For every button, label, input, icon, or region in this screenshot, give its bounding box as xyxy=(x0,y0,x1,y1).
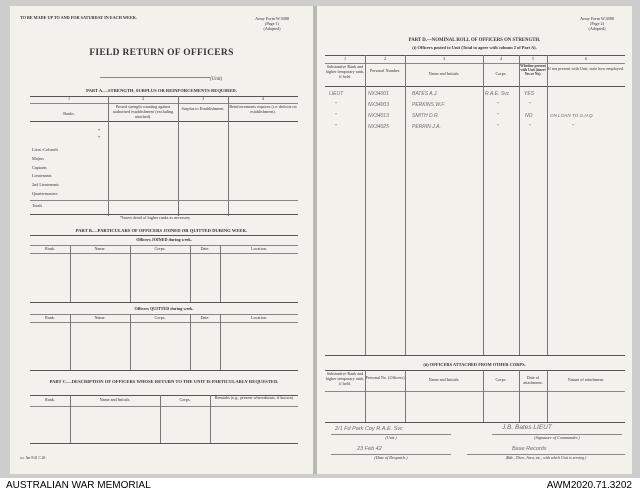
rank-label: Lieutenants xyxy=(32,173,52,178)
row-number: NX34025 xyxy=(368,124,389,130)
form-adapted: (Adapted) xyxy=(588,26,606,31)
joined-col-header: Rank. xyxy=(45,246,55,251)
form-page: (Page 1) xyxy=(264,21,280,26)
quitted-col-header: Date. xyxy=(200,315,210,320)
rank-label: Quartermasters xyxy=(32,191,58,196)
part-d-col-header: Substantive Rank and higher temporary rank, if held. xyxy=(325,64,365,79)
row-present: " xyxy=(529,102,531,108)
row-present: YES xyxy=(524,91,535,97)
row-corps: R.A.E. Svc xyxy=(485,91,510,97)
archive-accession-number: AWM2020.71.3202 xyxy=(546,480,632,491)
part-d-col-line xyxy=(405,55,406,355)
form-page: (Page 2) xyxy=(589,21,605,26)
unit-sign-label: (Unit.) xyxy=(385,435,397,440)
attached-col-line xyxy=(483,370,484,422)
rank-label: 2nd Lieutenants xyxy=(32,182,59,187)
unit-value: 2/1 Fd Park Coy R.A.E. Svc xyxy=(335,426,403,432)
quitted-heading: Officers QUITTED during week. xyxy=(134,306,194,311)
joined-heading: Officers JOINED during week. xyxy=(136,237,192,242)
row-corps: " xyxy=(497,113,499,119)
attached-col-line xyxy=(519,370,520,422)
part-a-footnote: *Insert detail of higher ranks as necessary xyxy=(120,215,191,220)
part-b-top-rule xyxy=(30,235,298,236)
row-employed: " xyxy=(572,124,574,130)
date-sign-label: (Date of Despatch.) xyxy=(374,455,408,460)
part-a-heading: PART A.—STRENGTH, SURPLUS OR REINFORCEMENTS REQUIRED. xyxy=(86,88,237,93)
joined-col-header: Date. xyxy=(200,246,210,251)
part-a-col-header: Posted strength counting against authorised establishment (excluding attached). xyxy=(112,104,174,119)
part-d-bottom-rule xyxy=(325,355,625,356)
part-a-col-number: 3 xyxy=(201,96,205,101)
part-c-col-header: Rank. xyxy=(45,397,55,402)
row-name: BATES A.J. xyxy=(412,91,438,97)
part-d-col-number: 3 xyxy=(442,56,446,61)
part-d-subheading: (i) Officers posted to Unit (Total to agree with column 2 of Part A). xyxy=(412,45,537,50)
joined-col-line xyxy=(130,245,131,302)
form-adapted: (Adapted) xyxy=(263,26,281,31)
attached-heading: (ii) OFFICERS ATTACHED FROM OTHER CORPS. xyxy=(423,362,526,367)
commander-sign-label: (Signature of Commander.) xyxy=(534,435,580,440)
left-page xyxy=(10,6,313,474)
part-d-col-number: 5 xyxy=(531,56,535,61)
part-a-col-number: 1 xyxy=(67,96,71,101)
row-corps: " xyxy=(497,124,499,130)
attached-top-rule xyxy=(325,370,625,371)
part-a-col-line xyxy=(108,96,109,216)
part-c-col-line xyxy=(210,395,211,443)
part-d-col-number: 1 xyxy=(343,56,347,61)
row-rank: " xyxy=(335,124,337,130)
unit-line xyxy=(100,77,210,78)
quitted-col-line xyxy=(220,314,221,370)
part-c-heading: PART C.—DESCRIPTION OF OFFICERS WHOSE RETURN TO THE UNIT IS PARTICULARLY REQUESTED. xyxy=(49,379,279,384)
part-a-col-line xyxy=(228,96,229,216)
part-a-col-line xyxy=(178,96,179,216)
part-b-heading: PART B.—PARTICULARS OF OFFICERS JOINED OR QUITTED DURING WEEK. xyxy=(75,228,248,233)
part-d-number-rule xyxy=(325,63,625,64)
location-sign-line xyxy=(467,454,625,455)
part-c-bottom-rule xyxy=(30,443,298,444)
quitted-col-header: Rank. xyxy=(45,315,55,320)
attached-col-header: Personal No. (Officers) xyxy=(365,375,405,380)
row-employed: ON LOAN TO G.H.Q. xyxy=(550,113,594,118)
part-d-col-line xyxy=(547,55,548,355)
part-d-col-number: 4 xyxy=(499,56,503,61)
unit-label: (Unit) xyxy=(210,77,223,82)
part-a-col-header: Ranks. xyxy=(63,111,75,116)
part-a-totals-rule xyxy=(30,200,298,201)
rank-label: Majors xyxy=(32,156,44,161)
attached-col-header: Substantive Rank and higher temporary rank, if held. xyxy=(325,371,365,386)
commander-signature: J.B. Bates LIEUT xyxy=(502,424,552,431)
quitted-col-header: Corps. xyxy=(154,315,166,320)
part-a-star: * xyxy=(98,128,101,133)
quitted-col-header: Name. xyxy=(94,315,106,320)
part-d-col-number: 2 xyxy=(383,56,387,61)
joined-bottom-rule xyxy=(30,302,298,303)
attached-col-line xyxy=(405,370,406,422)
part-d-col-header: Name and Initials. xyxy=(428,71,460,76)
row-rank: " xyxy=(335,113,337,119)
quitted-bottom-rule xyxy=(30,370,298,371)
part-d-col-line xyxy=(519,55,520,355)
top-note: TO BE MADE UP TO AND FOR SATURDAY IN EACH WEEK. xyxy=(20,15,137,20)
rank-label: Lieut.-Colonels xyxy=(32,147,59,152)
part-a-col-number: 2 xyxy=(141,96,145,101)
row-rank: " xyxy=(335,102,337,108)
form-title: FIELD RETURN OF OFFICERS xyxy=(89,48,234,58)
part-d-col-number: 6 xyxy=(584,56,588,61)
archive-credit: AUSTRALIAN WAR MEMORIAL xyxy=(6,480,151,491)
part-a-header-rule xyxy=(30,121,298,122)
joined-col-line xyxy=(190,245,191,302)
joined-col-line xyxy=(220,245,221,302)
attached-col-header: Name and Initials. xyxy=(428,377,460,382)
attached-col-line xyxy=(365,370,366,422)
row-number: NX34001 xyxy=(368,91,389,97)
joined-col-header: Corps. xyxy=(154,246,166,251)
attached-bottom-rule xyxy=(325,422,625,423)
part-d-col-line xyxy=(365,55,366,355)
part-c-col-header: Corps. xyxy=(179,397,191,402)
attached-header-rule xyxy=(325,391,625,392)
joined-col-header: Location. xyxy=(251,246,267,251)
row-rank: LIEUT xyxy=(329,91,344,97)
form-number: Army Form W.3088 xyxy=(255,16,289,21)
row-name: PERRIN J.A. xyxy=(412,124,441,130)
part-a-star: * xyxy=(98,135,101,140)
part-a-col-header: Reinforcements requires (i.e. deficits on establishment). xyxy=(229,104,297,114)
row-number: NX34003 xyxy=(368,102,389,108)
part-a-col-number: 4 xyxy=(261,96,265,101)
part-a-col-header: Surplus to Establishment. xyxy=(181,106,225,111)
part-d-col-line xyxy=(483,55,484,355)
quitted-col-header: Location. xyxy=(251,315,267,320)
form-number: Army Form W.3088 xyxy=(580,16,614,21)
row-name: SMITH D.R. xyxy=(412,113,439,119)
quitted-col-line xyxy=(130,314,131,370)
part-d-col-header: Whether present with Unit (insert Yes or No). xyxy=(520,64,546,77)
part-d-heading: PART D.—NOMINAL ROLL OF OFFICERS ON STRENGTH. xyxy=(408,38,541,43)
part-d-col-header: If not present with Unit, state how employed. xyxy=(548,66,624,71)
row-corps: " xyxy=(497,102,499,108)
right-page xyxy=(317,6,632,474)
attached-col-header: Nature of attachment. xyxy=(567,377,605,382)
print-reference: a.s. 5m 9/41 C.26 xyxy=(20,456,46,460)
part-c-col-line xyxy=(70,395,71,443)
joined-col-line xyxy=(70,245,71,302)
part-d-col-header: Corps. xyxy=(495,71,507,76)
quitted-col-line xyxy=(190,314,191,370)
row-present: NO xyxy=(525,113,533,119)
attached-col-header: Date of attachment. xyxy=(523,375,543,385)
row-number: NX34013 xyxy=(368,113,389,119)
part-c-col-header: Remarks (e.g., present whereabouts, if known) xyxy=(214,395,294,400)
joined-col-header: Name. xyxy=(94,246,106,251)
part-c-col-line xyxy=(160,395,161,443)
rank-label: Captains xyxy=(32,165,47,170)
row-name: PERKINS W.F. xyxy=(412,102,446,108)
totals-label: Totals xyxy=(32,203,43,208)
attached-col-line xyxy=(547,370,548,422)
despatch-date: 23 Feb 42 xyxy=(357,446,382,452)
part-d-header-rule xyxy=(325,86,625,87)
part-d-col-header: Personal Number. xyxy=(369,68,400,73)
quitted-col-line xyxy=(70,314,71,370)
location-sign-label: (Bde., Divn., Area, etc., with which Unit is serving.) xyxy=(505,456,587,460)
part-d-top-rule xyxy=(325,55,625,56)
part-c-col-header: Name and Initials. xyxy=(99,397,131,402)
location-value: Base Records xyxy=(512,446,547,452)
attached-col-header: Corps. xyxy=(495,377,507,382)
row-present: " xyxy=(529,124,531,130)
